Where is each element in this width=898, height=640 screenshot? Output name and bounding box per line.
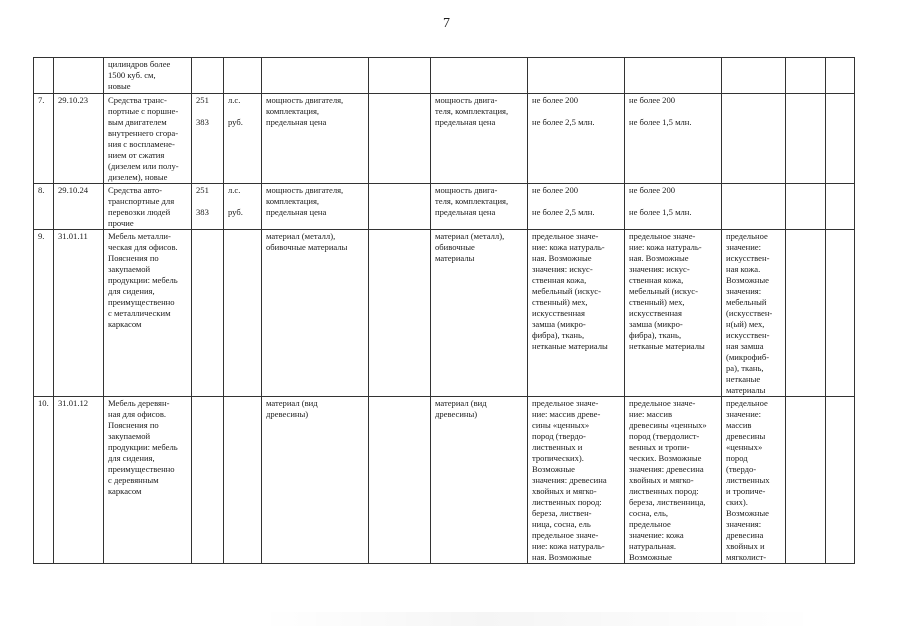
value-category-2-cell: предельное значе- ние: кожа натураль- ная. Возможные значения: искус- ственная кожа, мебельный (искус- ственный) мех, искусственная замша (микро- фибра), ткань, нетканые материалы — [625, 230, 722, 397]
table-row — [34, 58, 855, 94]
approved-value-cell — [369, 397, 431, 564]
product-name-cell: Средства транс- портные с поршне- вым двигателем внутреннего сгора- ния с воспламене- нием от сжатия (дизелем или полу- дизелем), новые — [104, 94, 192, 184]
characteristic-cell: материал (вид древесины) — [262, 397, 369, 564]
function-cell — [826, 58, 855, 94]
unit-code-cell — [192, 397, 224, 564]
value-category-1-cell — [528, 58, 625, 94]
row-number-cell: 9. — [34, 230, 54, 397]
unit-code-cell — [192, 230, 224, 397]
scan-artifact — [260, 612, 820, 626]
value-category-2-cell — [625, 58, 722, 94]
value-category-1-cell: не более 200 не более 2,5 млн. — [528, 184, 625, 230]
function-cell — [826, 94, 855, 184]
value-category-2-cell: предельное значе- ние: массив древесины «ценных» пород (твердолист- венных и тропи- ческих. Возможные значения: древесина хвойных и мягко- лиственных пород: береза, лиственница, сосна, ель, предельное значение: кожа натуральная. Возможные — [625, 397, 722, 564]
unit-name-cell — [224, 397, 262, 564]
value-category-1-cell: предельное значе- ние: массив древе- сины «ценных» пород (твердо- лиственных и тропических). Возможные значения: древесина хвойных и мягко- лиственных пород: береза, листвен- ница, сосна, ель предельное значе- ние: кожа натураль- ная. Возможные — [528, 397, 625, 564]
okpd-code-cell: 31.01.11 — [54, 230, 104, 397]
value-category-2-cell: не более 200 не более 1,5 млн. — [625, 184, 722, 230]
characteristic-cell: мощность двигателя, комплектация, предельная цена — [262, 94, 369, 184]
unit-name-cell: л.с. руб. — [224, 184, 262, 230]
value-category-3-cell: предельное значение: массив древесины «ценных» пород (твердо- лиственных и тропиче- ских). Возможные значения: древесина хвойных и мягколист- — [722, 397, 786, 564]
approved-value-cell — [369, 184, 431, 230]
value-category-2-cell: не более 200 не более 1,5 млн. — [625, 94, 722, 184]
characteristic-2-cell: материал (металл), обивочные материалы — [431, 230, 528, 397]
unit-code-cell: 251 383 — [192, 94, 224, 184]
table-row — [34, 94, 855, 184]
function-cell — [826, 230, 855, 397]
product-name-cell: Средства авто- транспортные для перевозки людей прочие — [104, 184, 192, 230]
characteristic-2-cell — [431, 58, 528, 94]
value-category-3-cell — [722, 184, 786, 230]
page-number: 7 — [443, 16, 450, 31]
justification-cell — [786, 58, 826, 94]
value-category-3-cell: предельное значение: искусствен- ная кожа. Возможные значения: мебельный (искусствен- н(ый) мех, искусствен- ная замша (микрофиб- ра), ткань, нетканые материалы — [722, 230, 786, 397]
unit-code-cell — [192, 58, 224, 94]
characteristic-2-cell: материал (вид древесины) — [431, 397, 528, 564]
unit-name-cell — [224, 230, 262, 397]
product-name-cell: цилиндров более 1500 куб. см, новые — [104, 58, 192, 94]
table-row — [34, 397, 855, 564]
justification-cell — [786, 184, 826, 230]
function-cell — [826, 184, 855, 230]
value-category-3-cell — [722, 58, 786, 94]
characteristic-2-cell: мощность двига- теля, комплектация, предельная цена — [431, 184, 528, 230]
approved-value-cell — [369, 94, 431, 184]
row-number-cell: 10. — [34, 397, 54, 564]
table-row — [34, 230, 855, 397]
table-body — [34, 58, 855, 564]
value-category-1-cell: предельное значе- ние: кожа натураль- ная. Возможные значения: искус- ственная кожа, мебельный (искус- ственный) мех, искусственная замша (микро- фибра), ткань, нетканые материалы — [528, 230, 625, 397]
row-number-cell: 8. — [34, 184, 54, 230]
row-number-cell — [34, 58, 54, 94]
okpd-code-cell — [54, 58, 104, 94]
value-category-3-cell — [722, 94, 786, 184]
row-number-cell: 7. — [34, 94, 54, 184]
unit-name-cell: л.с. руб. — [224, 94, 262, 184]
unit-name-cell — [224, 58, 262, 94]
justification-cell — [786, 397, 826, 564]
approved-value-cell — [369, 58, 431, 94]
product-name-cell: Мебель металли- ческая для офисов. Пояснения по закупаемой продукции: мебель для сидения, преимущественно с металлическим каркасом — [104, 230, 192, 397]
characteristic-2-cell: мощность двига- теля, комплектация, предельная цена — [431, 94, 528, 184]
characteristic-cell: материал (металл), обивочные материалы — [262, 230, 369, 397]
okpd-code-cell: 31.01.12 — [54, 397, 104, 564]
okpd-code-cell: 29.10.23 — [54, 94, 104, 184]
product-name-cell: Мебель деревян- ная для офисов. Пояснения по закупаемой продукции: мебель для сидения, преимущественно с деревянным каркасом — [104, 397, 192, 564]
okpd-code-cell: 29.10.24 — [54, 184, 104, 230]
approved-value-cell — [369, 230, 431, 397]
table-row — [34, 184, 855, 230]
value-category-1-cell: не более 200 не более 2,5 млн. — [528, 94, 625, 184]
characteristic-cell: мощность двигателя, комплектация, предельная цена — [262, 184, 369, 230]
procurement-table — [33, 57, 855, 564]
characteristic-cell — [262, 58, 369, 94]
justification-cell — [786, 230, 826, 397]
unit-code-cell: 251 383 — [192, 184, 224, 230]
function-cell — [826, 397, 855, 564]
justification-cell — [786, 94, 826, 184]
